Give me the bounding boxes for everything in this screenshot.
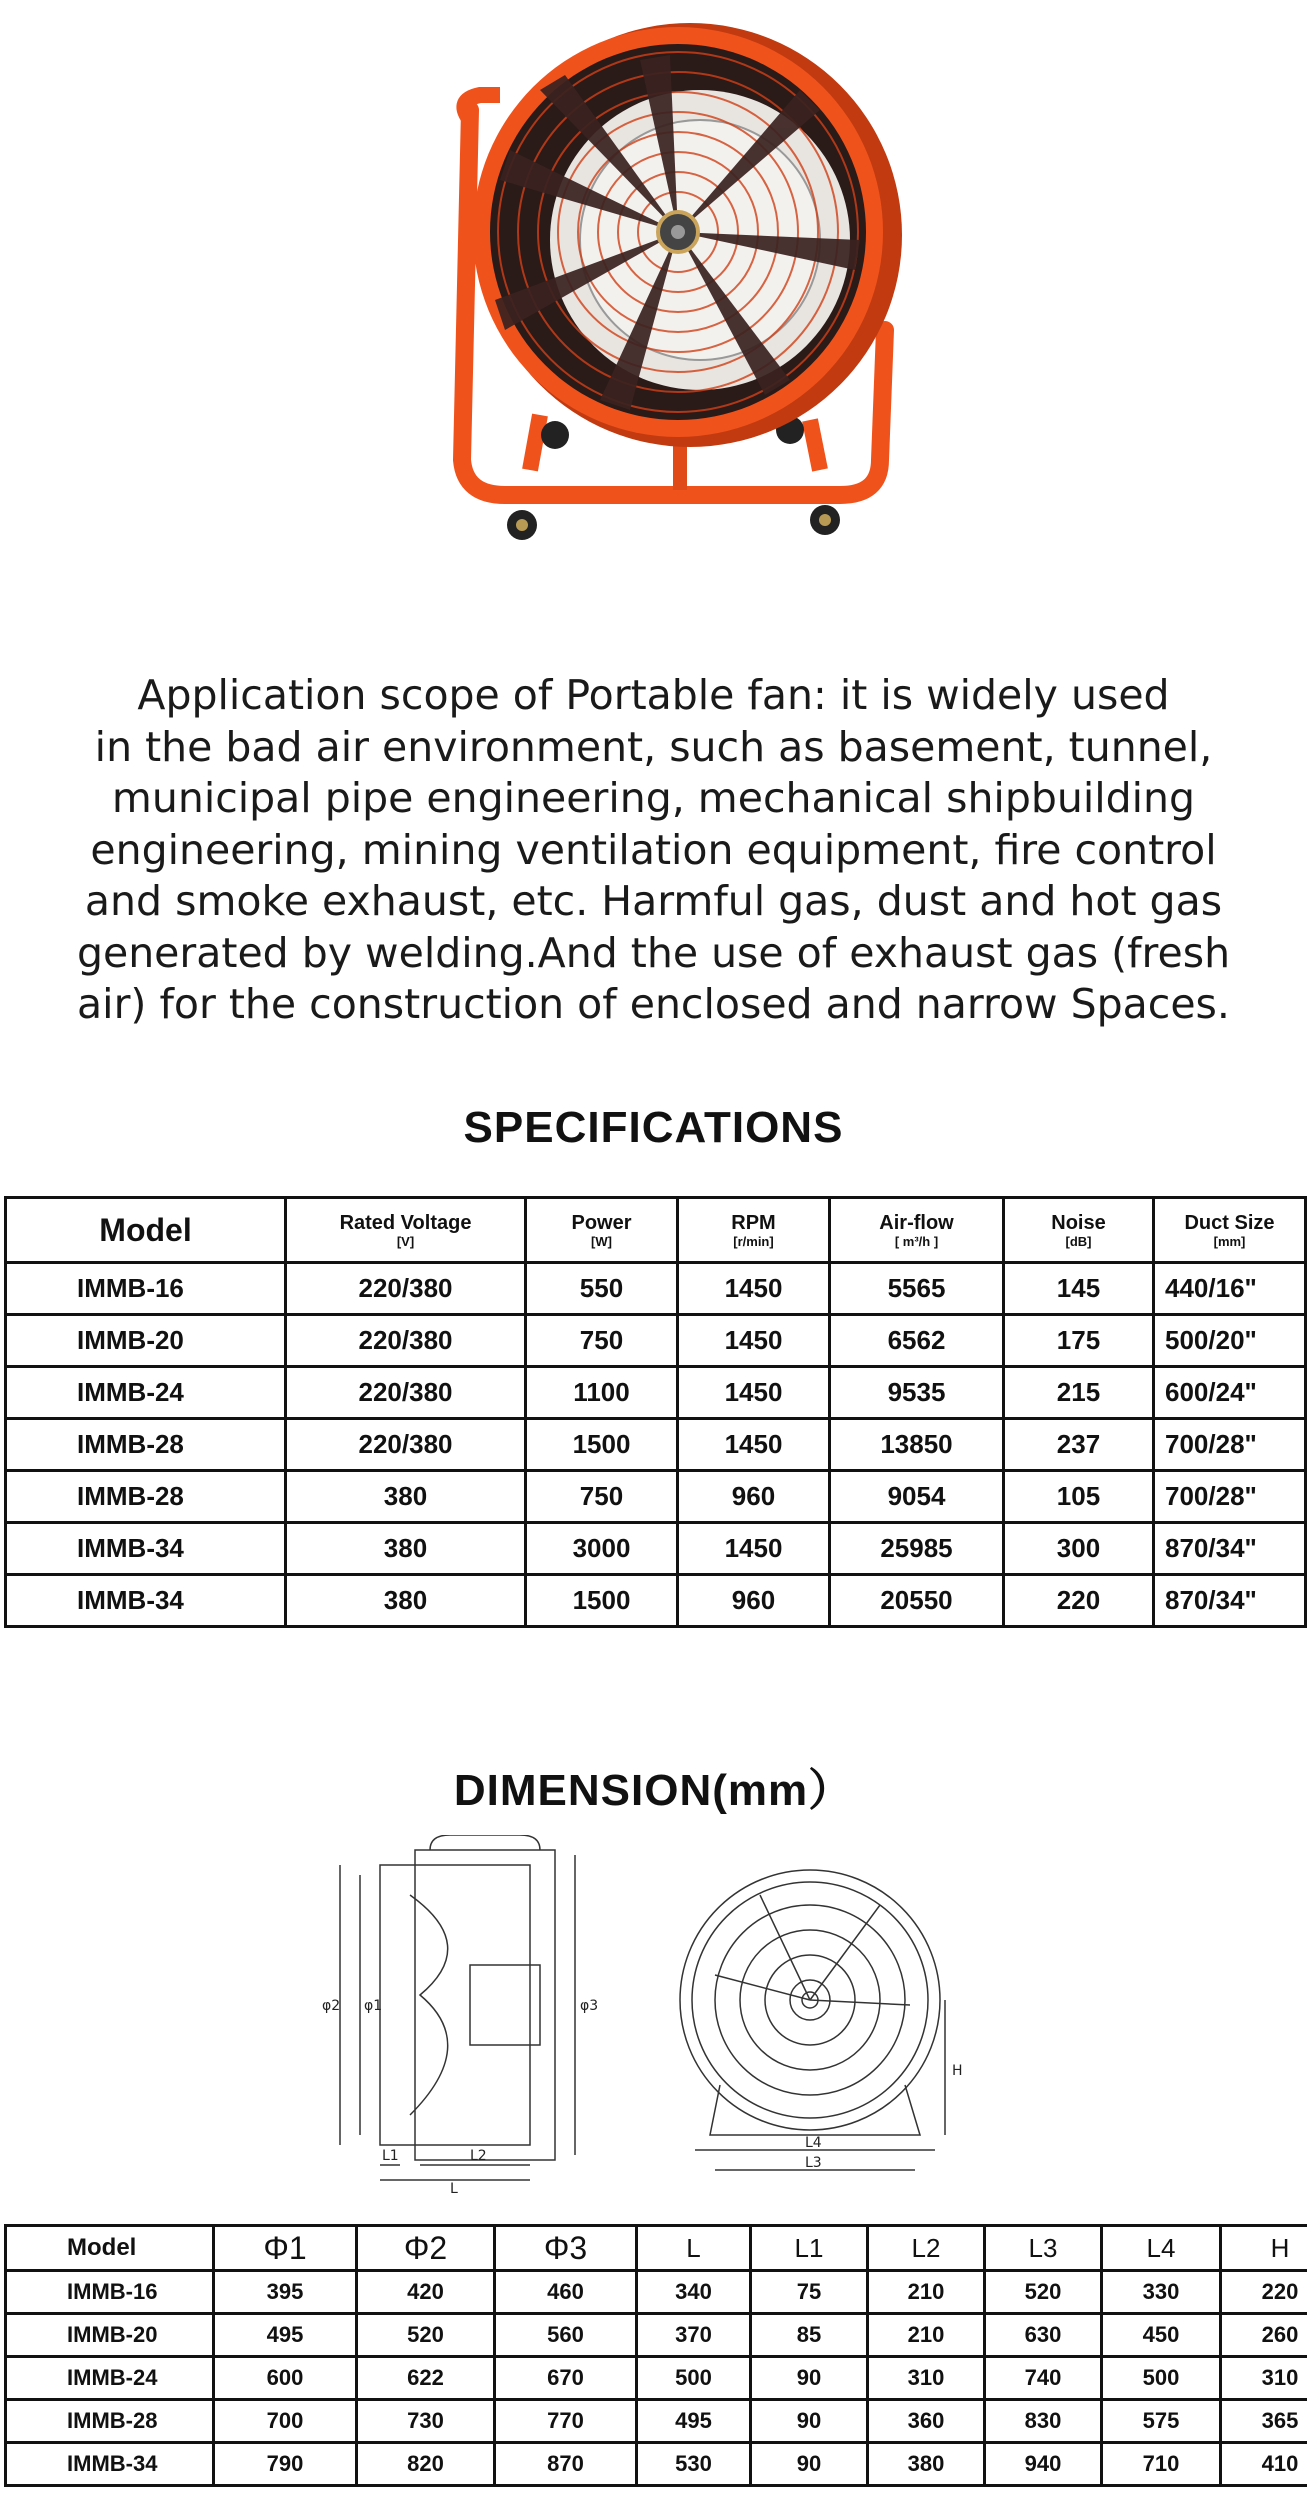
table-cell: 1450 — [678, 1523, 830, 1575]
table-cell: 790 — [214, 2443, 357, 2486]
table-cell: 105 — [1004, 1471, 1154, 1523]
table-cell: 220/380 — [286, 1315, 526, 1367]
header-phi1: Φ1 — [214, 2226, 357, 2271]
table-cell: 220/380 — [286, 1263, 526, 1315]
header-phi3: Φ3 — [495, 2226, 637, 2271]
header-l1: L1 — [751, 2226, 868, 2271]
table-cell: 820 — [357, 2443, 495, 2486]
specifications-title: SPECIFICATIONS — [463, 1103, 844, 1152]
table-cell: 330 — [1102, 2271, 1221, 2314]
table-cell: 940 — [985, 2443, 1102, 2486]
table-cell: IMMB-24 — [6, 2357, 214, 2400]
table-cell: 700/28" — [1154, 1419, 1306, 1471]
table-cell: 25985 — [830, 1523, 1004, 1575]
table-cell: 3000 — [526, 1523, 678, 1575]
table-cell: 370 — [637, 2314, 751, 2357]
label-phi1: φ1 — [364, 1998, 383, 2014]
intro-line: municipal pipe engineering, mechanical shipbuilding — [111, 774, 1196, 822]
table-row — [6, 2357, 1307, 2400]
table-row — [6, 1367, 1306, 1419]
table-cell: 1100 — [526, 1367, 678, 1419]
header-l2: L2 — [868, 2226, 985, 2271]
table-cell: 13850 — [830, 1419, 1004, 1471]
table-cell: 670 — [495, 2357, 637, 2400]
table-cell: 530 — [637, 2443, 751, 2486]
label-l2: L2 — [470, 2148, 487, 2164]
intro-line: Application scope of Portable fan: it is widely used — [137, 671, 1170, 719]
table-cell: 360 — [868, 2400, 985, 2443]
table-cell: 9535 — [830, 1367, 1004, 1419]
table-cell: 600 — [214, 2357, 357, 2400]
label-l3: L3 — [805, 2155, 822, 2171]
table-cell: 340 — [637, 2271, 751, 2314]
table-cell: 770 — [495, 2400, 637, 2443]
table-cell: 710 — [1102, 2443, 1221, 2486]
table-cell: 5565 — [830, 1263, 1004, 1315]
label-h: H — [952, 2063, 963, 2079]
table-cell: 395 — [214, 2271, 357, 2314]
table-cell: 175 — [1004, 1315, 1154, 1367]
table-row — [6, 1575, 1306, 1627]
dimension-table — [4, 2224, 1307, 2487]
table-header-row — [6, 2226, 1307, 2271]
label-l1: L1 — [382, 2148, 399, 2164]
header-power: Power [W] — [526, 1198, 678, 1263]
table-cell: 740 — [985, 2357, 1102, 2400]
table-cell: 260 — [1221, 2314, 1307, 2357]
table-cell: IMMB-16 — [6, 2271, 214, 2314]
table-cell: 90 — [751, 2357, 868, 2400]
table-cell: 380 — [286, 1523, 526, 1575]
table-cell: 1450 — [678, 1315, 830, 1367]
intro-line: air) for the construction of enclosed and narrow Spaces. — [77, 980, 1230, 1028]
table-cell: 560 — [495, 2314, 637, 2357]
table-cell: 450 — [1102, 2314, 1221, 2357]
table-cell: 830 — [985, 2400, 1102, 2443]
header-h: H — [1221, 2226, 1307, 2271]
table-cell: 9054 — [830, 1471, 1004, 1523]
header-duct-size: Duct Size [mm] — [1154, 1198, 1306, 1263]
header-model: Model — [6, 1198, 286, 1263]
header-rpm: RPM [r/min] — [678, 1198, 830, 1263]
intro-line: in the bad air environment, such as basement, tunnel, — [94, 722, 1213, 771]
table-cell: 300 — [1004, 1523, 1154, 1575]
table-cell: 85 — [751, 2314, 868, 2357]
table-cell: 1450 — [678, 1419, 830, 1471]
table-row — [6, 1315, 1306, 1367]
table-cell: 960 — [678, 1471, 830, 1523]
header-rated-voltage: Rated Voltage [V] — [286, 1198, 526, 1263]
label-phi2: φ2 — [322, 1998, 341, 2014]
header-l3: L3 — [985, 2226, 1102, 2271]
table-cell: 20550 — [830, 1575, 1004, 1627]
table-cell: 700/28" — [1154, 1471, 1306, 1523]
table-cell: 220 — [1221, 2271, 1307, 2314]
table-cell: 365 — [1221, 2400, 1307, 2443]
application-scope-text — [20, 670, 1287, 1031]
specifications-table — [4, 1196, 1307, 1628]
table-cell: IMMB-24 — [6, 1367, 286, 1419]
table-cell: 220/380 — [286, 1419, 526, 1471]
label-l: L — [450, 2181, 458, 2195]
table-cell: 380 — [286, 1471, 526, 1523]
header-l: L — [637, 2226, 751, 2271]
table-cell: IMMB-28 — [6, 2400, 214, 2443]
table-cell: 75 — [751, 2271, 868, 2314]
table-cell: IMMB-34 — [6, 1575, 286, 1627]
table-cell: 440/16" — [1154, 1263, 1306, 1315]
table-cell: 380 — [868, 2443, 985, 2486]
table-cell: IMMB-28 — [6, 1471, 286, 1523]
table-row — [6, 2443, 1307, 2486]
intro-line: and smoke exhaust, etc. Harmful gas, dust and hot gas — [84, 877, 1223, 925]
table-cell: 420 — [357, 2271, 495, 2314]
table-cell: 90 — [751, 2400, 868, 2443]
table-cell: IMMB-34 — [6, 1523, 286, 1575]
table-row — [6, 1419, 1306, 1471]
table-cell: 1500 — [526, 1575, 678, 1627]
dimension-title: DIMENSION(mm） — [453, 1766, 854, 1815]
table-cell: 220 — [1004, 1575, 1154, 1627]
table-cell: 310 — [1221, 2357, 1307, 2400]
table-cell: 410 — [1221, 2443, 1307, 2486]
table-cell: 500/20" — [1154, 1315, 1306, 1367]
table-cell: 220/380 — [286, 1367, 526, 1419]
table-cell: 870/34" — [1154, 1575, 1306, 1627]
intro-line: engineering, mining ventilation equipment, fire control — [90, 825, 1217, 874]
table-header-row — [6, 1198, 1306, 1263]
table-cell: 870/34" — [1154, 1523, 1306, 1575]
header-air-flow: Air-flow [ m³/h ] — [830, 1198, 1004, 1263]
table-row — [6, 1523, 1306, 1575]
table-cell: 495 — [637, 2400, 751, 2443]
table-cell: IMMB-20 — [6, 1315, 286, 1367]
table-cell: 210 — [868, 2271, 985, 2314]
table-cell: 145 — [1004, 1263, 1154, 1315]
table-cell: 550 — [526, 1263, 678, 1315]
table-cell: 1450 — [678, 1263, 830, 1315]
table-cell: IMMB-16 — [6, 1263, 286, 1315]
table-cell: 1450 — [678, 1367, 830, 1419]
table-cell: 500 — [1102, 2357, 1221, 2400]
table-cell: 237 — [1004, 1419, 1154, 1471]
table-row — [6, 2400, 1307, 2443]
table-cell: 460 — [495, 2271, 637, 2314]
table-cell: 380 — [286, 1575, 526, 1627]
table-cell: 630 — [985, 2314, 1102, 2357]
table-cell: 215 — [1004, 1367, 1154, 1419]
table-cell: 520 — [357, 2314, 495, 2357]
header-l4: L4 — [1102, 2226, 1221, 2271]
table-cell: 870 — [495, 2443, 637, 2486]
intro-line: generated by welding.And the use of exhaust gas (fresh — [76, 928, 1231, 977]
table-row — [6, 2314, 1307, 2357]
table-cell: 700 — [214, 2400, 357, 2443]
table-row — [6, 1263, 1306, 1315]
table-cell: 730 — [357, 2400, 495, 2443]
table-cell: 90 — [751, 2443, 868, 2486]
dimension-drawings — [320, 1835, 1000, 2195]
label-l4: L4 — [805, 2135, 822, 2151]
header-model: Model — [6, 2226, 214, 2271]
table-row — [6, 2271, 1307, 2314]
header-noise: Noise [dB] — [1004, 1198, 1154, 1263]
table-cell: 960 — [678, 1575, 830, 1627]
table-cell: IMMB-34 — [6, 2443, 214, 2486]
table-cell: 622 — [357, 2357, 495, 2400]
table-cell: 500 — [637, 2357, 751, 2400]
table-cell: 750 — [526, 1471, 678, 1523]
label-phi3: φ3 — [580, 1998, 599, 2014]
table-cell: 520 — [985, 2271, 1102, 2314]
table-cell: IMMB-20 — [6, 2314, 214, 2357]
header-phi2: Φ2 — [357, 2226, 495, 2271]
portable-fan-image — [0, 0, 1307, 580]
front-view-drawing — [680, 1870, 945, 2170]
table-cell: 1500 — [526, 1419, 678, 1471]
table-cell: 495 — [214, 2314, 357, 2357]
table-cell: 210 — [868, 2314, 985, 2357]
table-cell: 310 — [868, 2357, 985, 2400]
table-cell: 750 — [526, 1315, 678, 1367]
table-cell: 575 — [1102, 2400, 1221, 2443]
table-cell: 6562 — [830, 1315, 1004, 1367]
table-cell: 600/24" — [1154, 1367, 1306, 1419]
table-cell: IMMB-28 — [6, 1419, 286, 1471]
table-row — [6, 1471, 1306, 1523]
